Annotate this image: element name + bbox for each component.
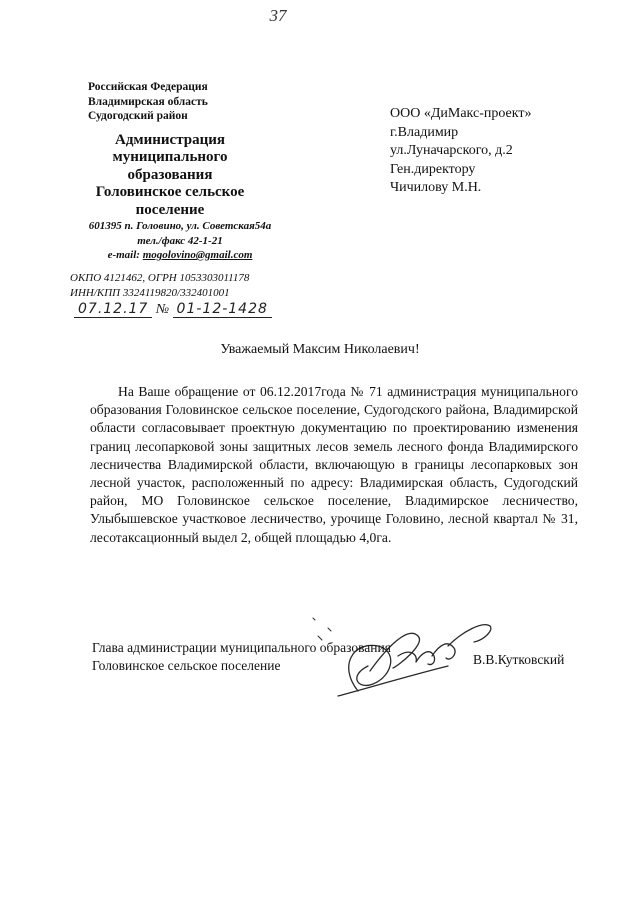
outgoing-registration [74,301,310,318]
registration-codes [70,271,310,300]
sender-letterhead [60,80,310,318]
signatory-title-line: Головинское сельское поселение [92,658,281,673]
letter-body: На Ваше обращение от 06.12.2017года № 71 администрация муниципального образования Головинское сельское поселение, Судогодского района, Владимирской области согласовывает проектную документацию по проектированию изменения границ лесопарковой зоны защитных лесов земель лесного фонда Владимирского лесничества Владимирской области, включающую в границы лесопарковых зон лесной участок, расположенный по адресу: Владимирская область, Судогодский район, МО Головинское сельское поселение, Владимирское лесничество, Улыбышевское участковое лесничество, урочище Головино, лесной квартал № 31, лесотаксационный выдел 2, общей площадью 4,0га. [90,384,578,545]
recipient-city: г.Владимир [390,124,459,140]
recipient-street: ул.Луначарского, д.2 [390,143,513,158]
recipient-block [390,105,610,198]
okpo-ogrn-line: ОКПО 4121462, ОГРН 1053303011178 [70,272,250,284]
email-line [60,249,300,261]
region-line: Российская Федерация [88,81,208,93]
email-label: e-mail: [107,249,140,261]
inn-kpp-line: ИНН/КПП 3324119820/332401001 [70,286,230,299]
sender-address [60,219,300,249]
sender-region [88,80,310,124]
org-line: образования [127,166,213,183]
region-line: Владимирская область [88,95,208,108]
registration-date: 07.12.17 [74,301,152,318]
registration-number-label: № [155,302,170,317]
region-line: Судогодский район [88,110,188,122]
salutation: Уважаемый Максим Николаевич! [220,342,420,357]
recipient-company: ООО «ДиМакс-проект» [390,106,532,121]
recipient-name: Чичилову М.Н. [390,180,482,195]
signatory-title [92,639,422,675]
page-number: 37 [269,6,287,25]
signatory-title-line: Глава администрации муниципального образования [92,640,391,655]
org-line: Администрация [114,131,226,148]
org-line: поселение [135,201,205,218]
sender-organization [70,132,270,220]
org-line: Головинское сельское [95,184,245,200]
recipient-position: Ген.директору [390,161,476,177]
email-link[interactable]: mogolovino@gmail.com [142,249,253,261]
org-line: муниципального [112,149,228,165]
address-line: 601395 п. Головино, ул. Советская54а [88,220,272,232]
signatory-name: В.В.Кутковский [473,652,565,667]
phone-line: тел./факс 42-1-21 [137,235,223,247]
registration-number: 01-12-1428 [173,301,272,318]
